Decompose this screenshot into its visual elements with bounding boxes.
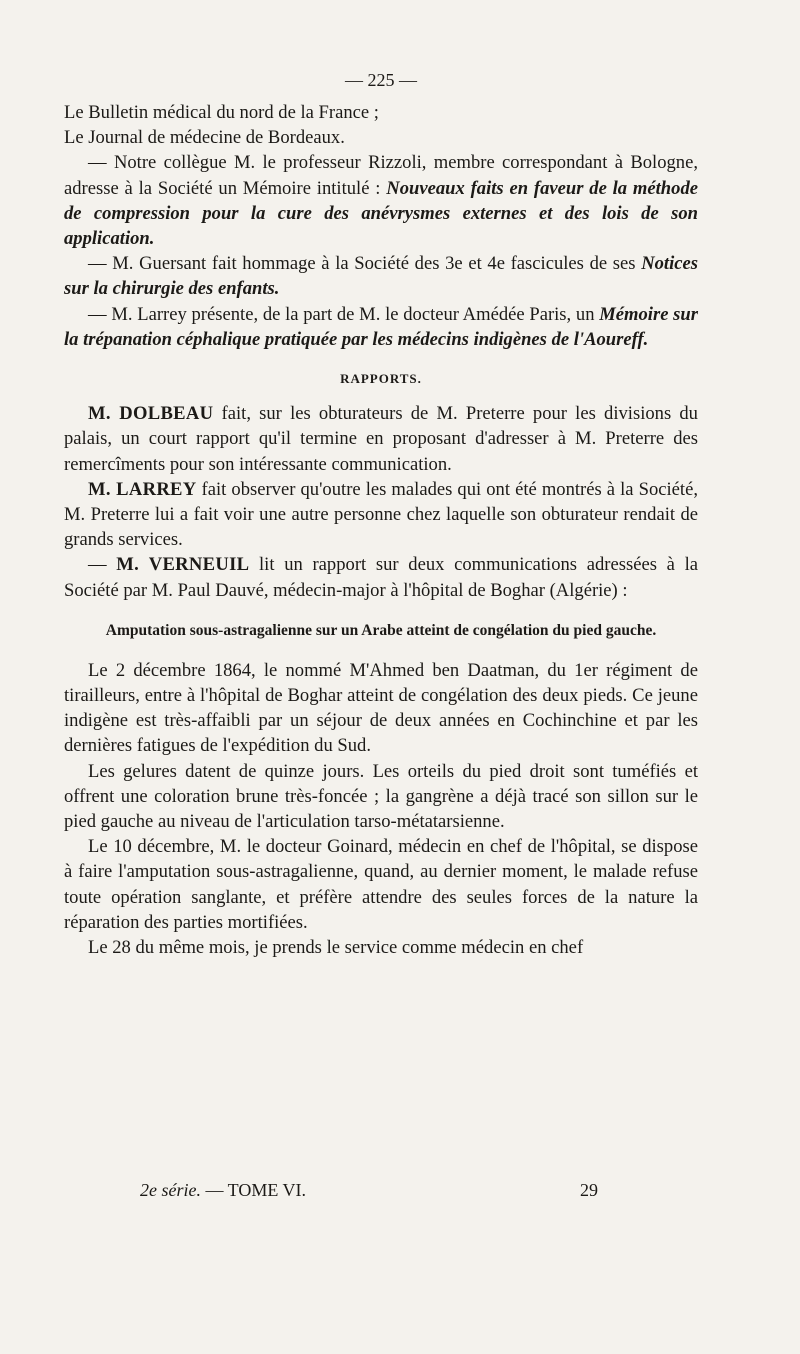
- dolbeau-text: fait, sur les obturateurs de M. Preterre pour les divisions du palais, un court rapport qu'il termine en proposant d'adresser à M. Preterre des remercîments pour son intéressante communication.: [64, 403, 698, 475]
- guersant-notices-title: Notices sur la chirurgie des enfants.: [64, 253, 698, 300]
- case-paragraph-4: Le 28 du même mois, je prends le service comme médecin en chef: [88, 937, 584, 959]
- intro-line-bulletin: Le Bulletin médical du nord de la France ;: [64, 102, 379, 123]
- case-heading: Amputation sous-astragalienne sur un Arabe atteint de congélation du pied gauche.: [105, 621, 657, 639]
- verneuil-text: lit un rapport sur deux communications adressées à la Société par M. Paul Dauvé, médecin-major à l'hôpital de Boghar (Algérie) :: [64, 554, 698, 601]
- text-column: [64, 66, 698, 960]
- guersant-text: — M. Guersant fait hommage à la Société des 3e et 4e fascicules de ses: [88, 253, 642, 275]
- larrey-text: fait observer qu'outre les malades qui ont été montrés à la Société, M. Preterre lui a fait voir une autre personne chez laquelle son obturateur rendait de grands services.: [64, 478, 698, 551]
- footer-series: [140, 1180, 306, 1201]
- rizzoli-memoir-title: Nouveaux faits en faveur de la méthode de compression pour la cure des anévrysmes externes et des lois de son application.: [64, 177, 698, 250]
- rizzoli-text: — Notre collègue M. le professeur Rizzoli, membre correspondant à Bologne, adresse à la Société un Mémoire intitulé :: [64, 152, 698, 199]
- intro-line-journal: Le Journal de médecine de Bordeaux.: [64, 127, 345, 149]
- speaker-dolbeau: M. DOLBEAU: [88, 403, 214, 425]
- case-paragraph-3: Le 10 décembre, M. le docteur Goinard, médecin en chef de l'hôpital, se dispose à faire l'amputation sous-astragalienne, quand, au dernier moment, le malade refuse toute opération sanglante, et préfère attendre des seules forces de la nature la réparation des parties mortifiées.: [64, 836, 698, 933]
- paragraph-larrey-presentation: [64, 302, 698, 352]
- footer-tome: — TOME VI.: [200, 1180, 306, 1200]
- case-paragraph-2: Les gelures datent de quinze jours. Les orteils du pied droit sont tuméfiés et offrent une coloration brune très-foncée ; la gangrène a déjà tracé son sillon sur le pied gauche au niveau de l'articulation tarso-métatarsienne.: [64, 760, 698, 833]
- verneuil-dash: —: [88, 554, 117, 576]
- case-paragraph-1: Le 2 décembre 1864, le nommé M'Ahmed ben Daatman, du 1er régiment de tirailleurs, entre à l'hôpital de Boghar atteint de congélation des deux pieds. Ce jeune indigène est très-affaibli par un séjour de deux années en Cochinchine et par les dernières fatigues de l'expédition du Sud.: [64, 659, 698, 757]
- paragraph-rizzoli: [64, 150, 698, 251]
- paragraph-guersant: [64, 251, 698, 301]
- larrey-presentation-text: — M. Larrey présente, de la part de M. le docteur Amédée Paris, un: [88, 303, 600, 325]
- paragraph-dolbeau: [64, 401, 698, 477]
- trepanation-memoir-title: Mémoire sur la trépanation céphalique pratiquée par les médecins indigènes de l'Aoureff.: [64, 303, 698, 350]
- paragraph-verneuil: [64, 552, 698, 602]
- speaker-larrey: M. LARREY: [88, 478, 197, 500]
- footer-series-label: 2e série.: [140, 1180, 201, 1200]
- paragraph-larrey: [64, 477, 698, 553]
- page-footer: [140, 1180, 610, 1201]
- speaker-verneuil: M. VERNEUIL: [116, 554, 250, 576]
- footer-signature-number: 29: [580, 1180, 598, 1200]
- section-title-rapports: RAPPORTS.: [340, 371, 422, 387]
- page-number: — 225 —: [345, 70, 417, 90]
